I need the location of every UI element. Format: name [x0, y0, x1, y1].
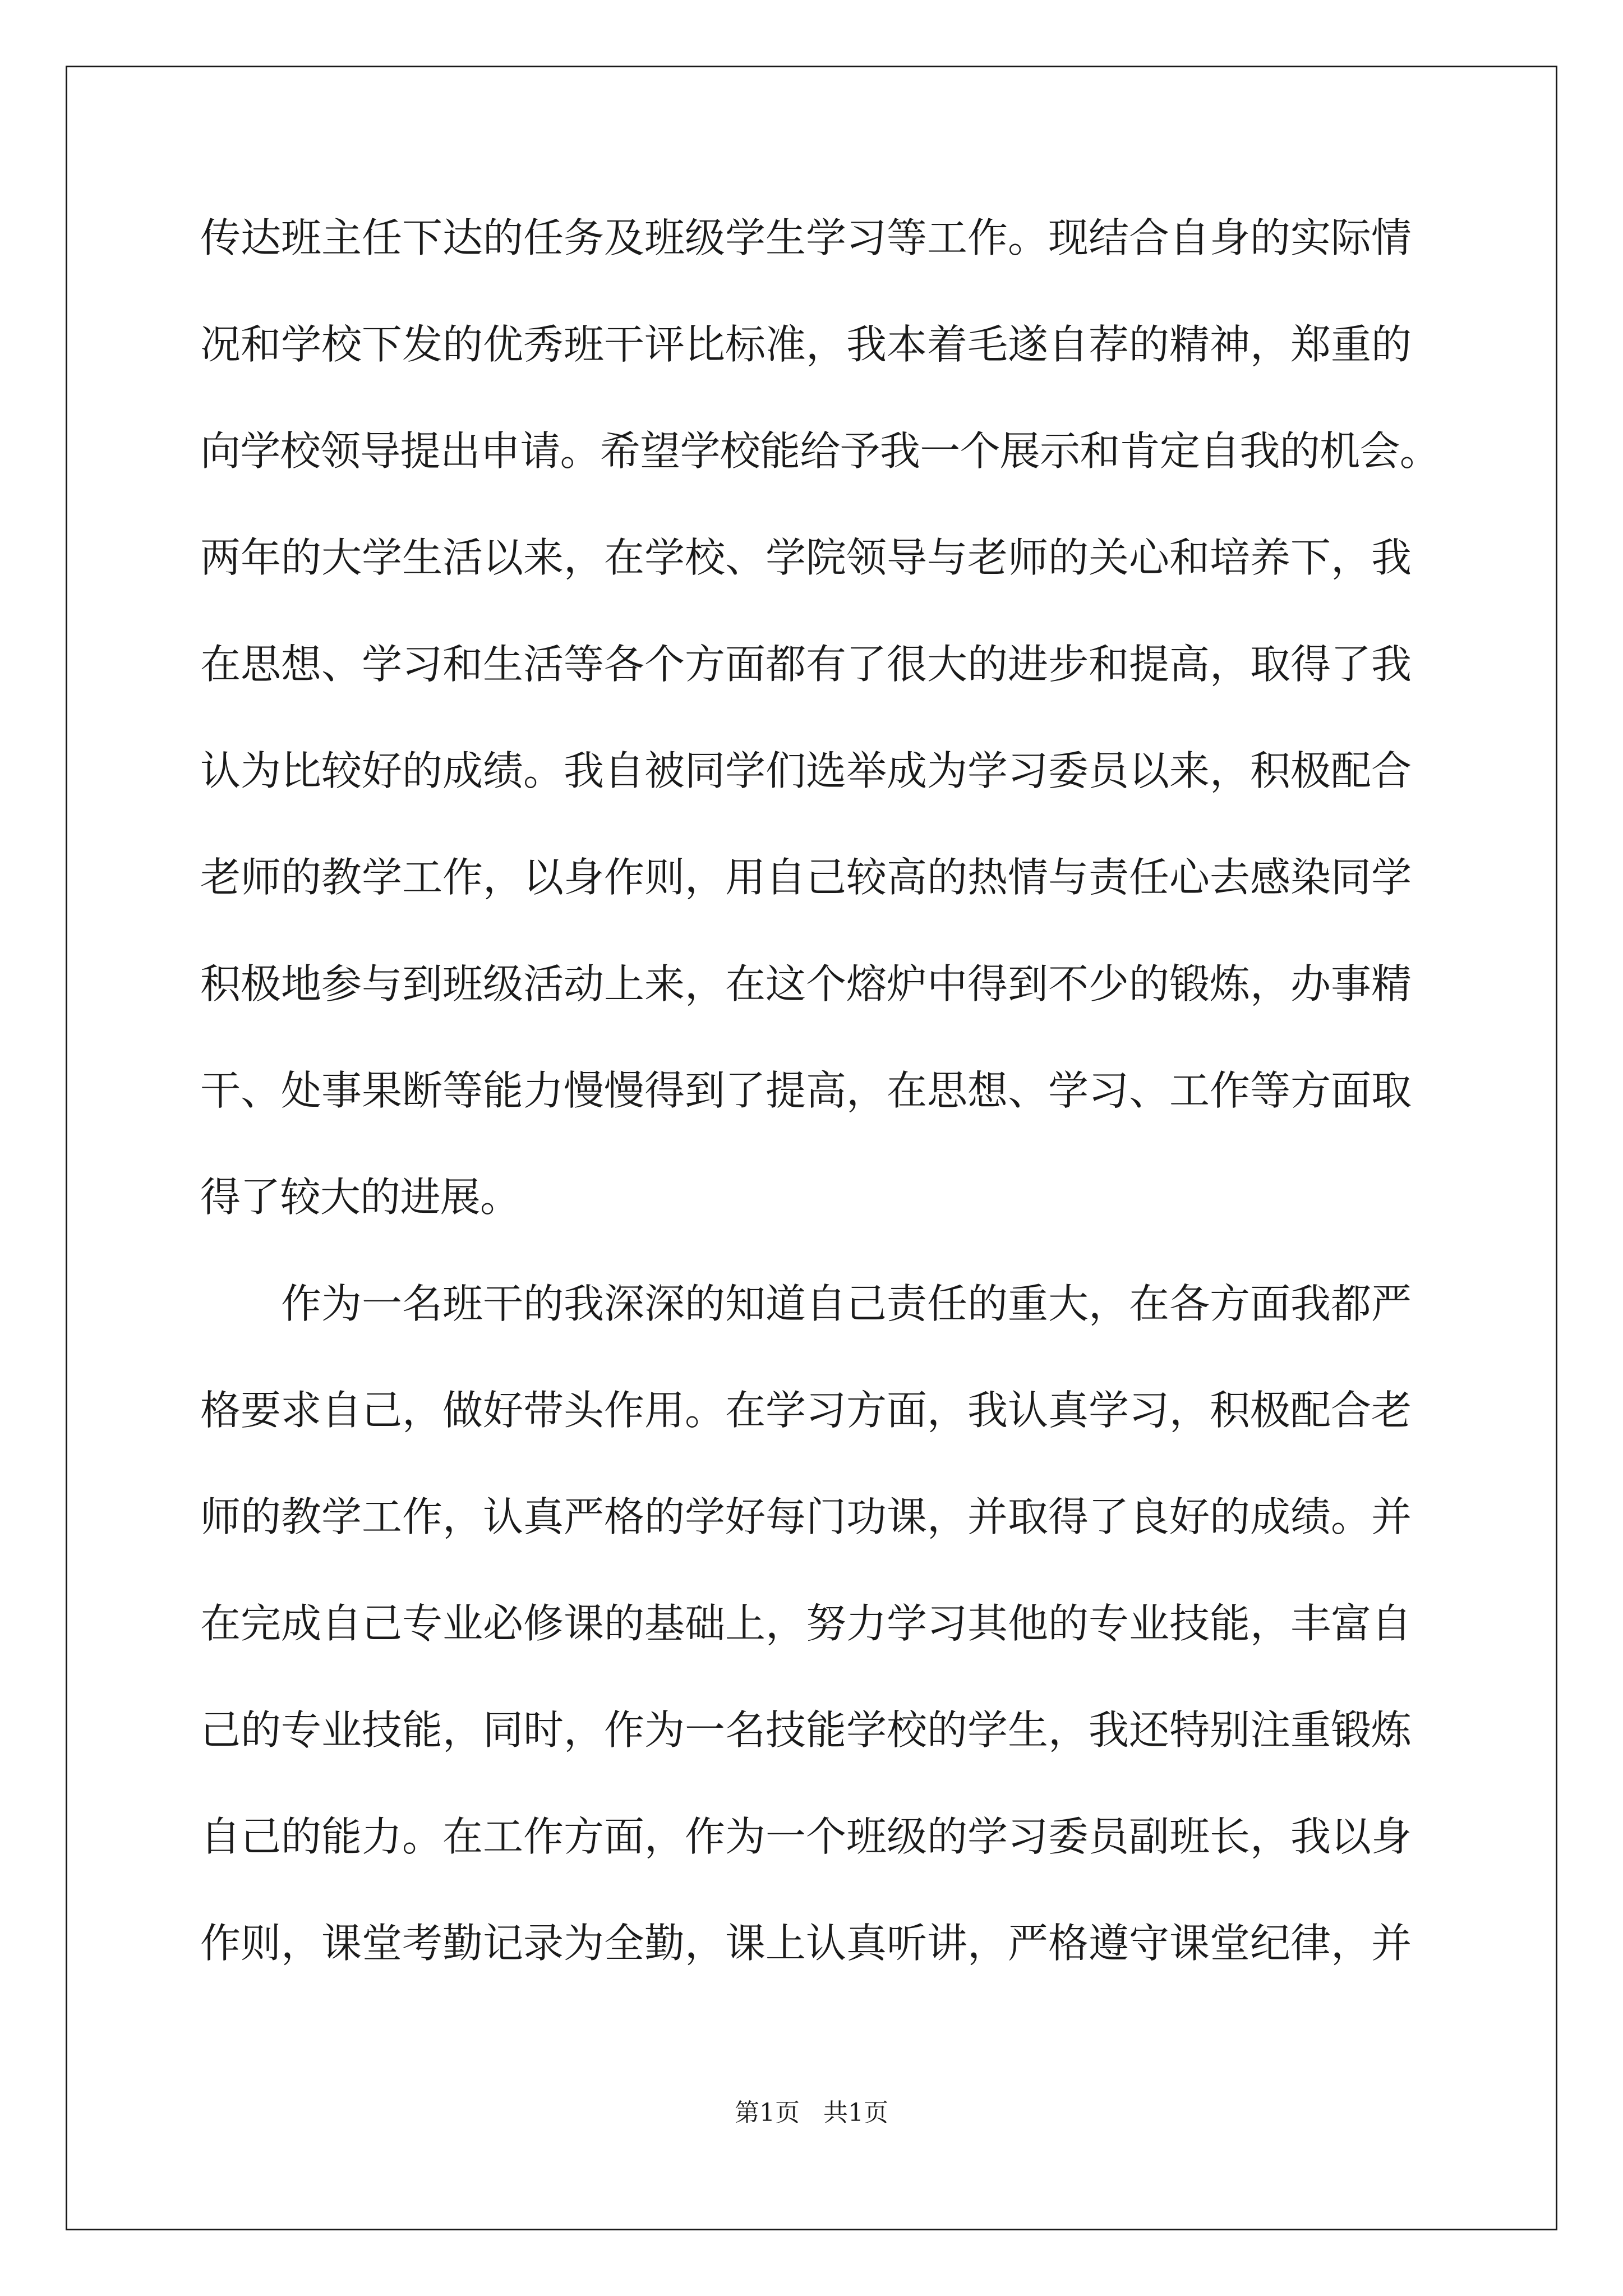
text-line: 在思想、学习和生活等各个方面都有了很大的进步和提高，取得了我: [200, 641, 1412, 688]
text-line: 得了较大的进展。: [200, 1174, 520, 1221]
text-line: 老师的教学工作，以身作则，用自己较高的热情与责任心去感染同学: [200, 854, 1412, 901]
text-line: 师的教学工作，认真严格的学好每门功课，并取得了良好的成绩。并: [200, 1493, 1412, 1540]
text-line: 传达班主任下达的任务及班级学生学习等工作。现结合自身的实际情: [200, 214, 1412, 261]
page-number-footer: 第1页 共1页: [735, 2099, 888, 2127]
text-line: 干、处事果断等能力慢慢得到了提高，在思想、学习、工作等方面取: [200, 1067, 1412, 1114]
text-line: 认为比较好的成绩。我自被同学们选举成为学习委员以来，积极配合: [200, 747, 1412, 794]
text-line: 己的专业技能，同时，作为一名技能学校的学生，我还特别注重锻炼: [200, 1706, 1412, 1754]
document-body: [200, 214, 1440, 2030]
text-line: 作则，课堂考勤记录为全勤，课上认真听讲，严格遵守课堂纪律，并: [200, 1920, 1412, 1967]
text-line: 况和学校下发的优秀班干评比标准，我本着毛遂自荐的精神，郑重的: [200, 321, 1412, 368]
text-line: 格要求自己，做好带头作用。在学习方面，我认真学习，积极配合老: [200, 1387, 1412, 1434]
text-line: 两年的大学生活以来，在学校、学院领导与老师的关心和培养下，我: [200, 534, 1412, 581]
text-line: 积极地参与到班级活动上来，在这个熔炉中得到不少的锻炼，办事精: [200, 960, 1412, 1007]
text-line: 自己的能力。在工作方面，作为一个班级的学习委员副班长，我以身: [200, 1813, 1412, 1860]
text-line: 向学校领导提出申请。希望学校能给予我一个展示和肯定自我的机会。: [200, 427, 1440, 475]
text-line: 作为一名班干的我深深的知道自己责任的重大，在各方面我都严: [281, 1280, 1412, 1327]
text-line: 在完成自己专业必修课的基础上，努力学习其他的专业技能，丰富自: [200, 1600, 1412, 1647]
